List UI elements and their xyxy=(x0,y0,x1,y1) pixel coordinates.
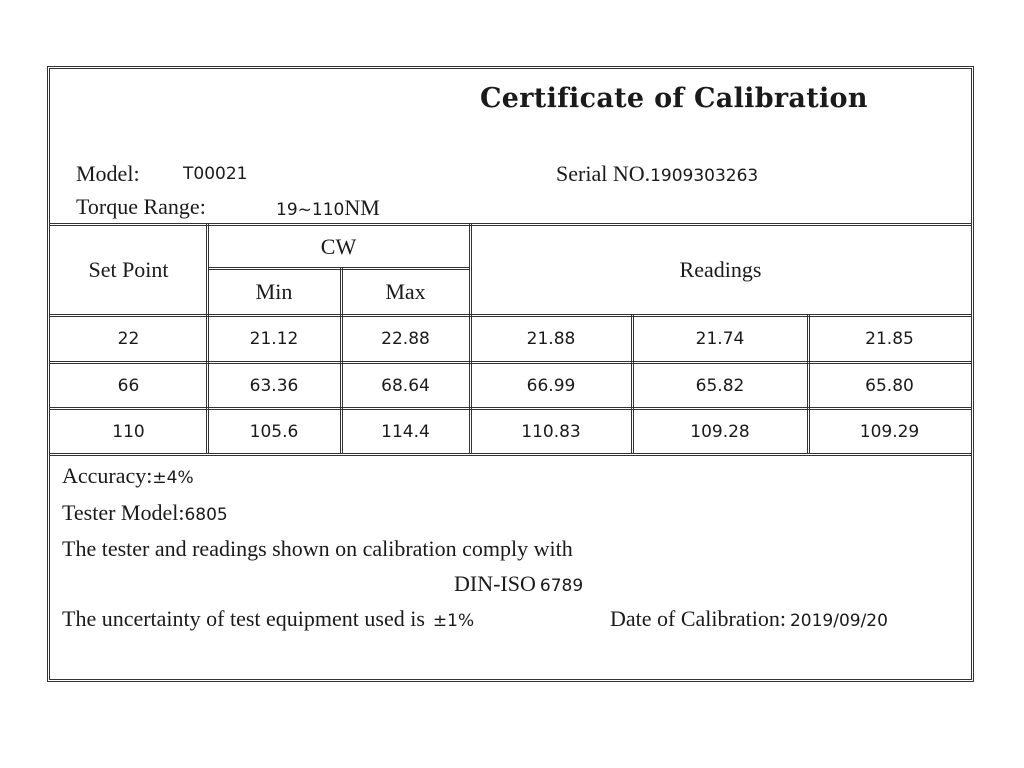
standard-line xyxy=(454,571,583,597)
table-cell-reading: 21.85 xyxy=(865,329,914,349)
certificate-title: Certificate of Calibration xyxy=(480,83,868,114)
header-set-point: Set Point xyxy=(88,257,169,282)
header-readings: Readings xyxy=(679,257,762,282)
table-cell-max: 68.64 xyxy=(381,375,430,396)
header-cw: CW xyxy=(320,233,357,259)
table-cell-reading: 110.83 xyxy=(521,421,581,442)
standard-number: 6789 xyxy=(539,576,584,596)
tester-model-line xyxy=(62,500,228,526)
comply-statement: The tester and readings shown on calibration comply with xyxy=(62,536,573,561)
table-cell-reading: 109.29 xyxy=(859,421,920,442)
model-label: Model: xyxy=(76,161,140,186)
serial-label: Serial NO. xyxy=(556,161,651,186)
torque-range-label: Torque Range: xyxy=(76,194,206,219)
date-of-calibration-line xyxy=(610,606,888,632)
date-value: 2019/09/20 xyxy=(789,611,888,631)
serial-value: 1909303263 xyxy=(650,166,759,186)
header-max: Max xyxy=(385,279,426,304)
table-cell-reading: 21.74 xyxy=(695,329,745,349)
table-cell-min: 21.12 xyxy=(249,329,299,349)
table-cell-min: 63.36 xyxy=(249,375,299,396)
torque-range-number: 19~110 xyxy=(276,200,345,220)
table-cell-set-point: 110 xyxy=(112,421,145,442)
header-min: Min xyxy=(255,279,293,304)
torque-range-value xyxy=(276,195,380,221)
table-cell-max: 114.4 xyxy=(381,421,430,442)
table-bottom-line xyxy=(50,453,971,456)
table-cell-reading: 65.82 xyxy=(695,375,745,396)
tester-model-label: Tester Model: xyxy=(62,500,185,525)
table-cell-reading: 21.88 xyxy=(526,329,576,349)
table-cell-reading: 109.28 xyxy=(690,421,750,442)
uncertainty-line xyxy=(62,606,474,632)
uncertainty-label: The uncertainty of test equipment used is xyxy=(62,606,425,631)
table-cell-min: 105.6 xyxy=(249,421,299,442)
accuracy-value: ±4% xyxy=(152,468,194,488)
serial-number xyxy=(556,161,758,187)
tester-model-value: 6805 xyxy=(184,505,228,525)
uncertainty-value: ±1% xyxy=(432,611,475,631)
table-cell-reading: 65.80 xyxy=(865,375,914,396)
model-value: T00021 xyxy=(183,164,248,184)
accuracy-line xyxy=(62,463,194,489)
accuracy-label: Accuracy: xyxy=(62,463,153,488)
date-label: Date of Calibration: xyxy=(610,606,786,631)
table-cell-set-point: 22 xyxy=(117,329,140,349)
standard-name: DIN-ISO xyxy=(454,571,536,596)
certificate-frame xyxy=(47,66,974,682)
table-cell-set-point: 66 xyxy=(117,375,140,396)
table-cell-reading: 66.99 xyxy=(526,375,576,396)
torque-range-unit: NM xyxy=(344,195,380,220)
table-cell-max: 22.88 xyxy=(381,329,430,349)
